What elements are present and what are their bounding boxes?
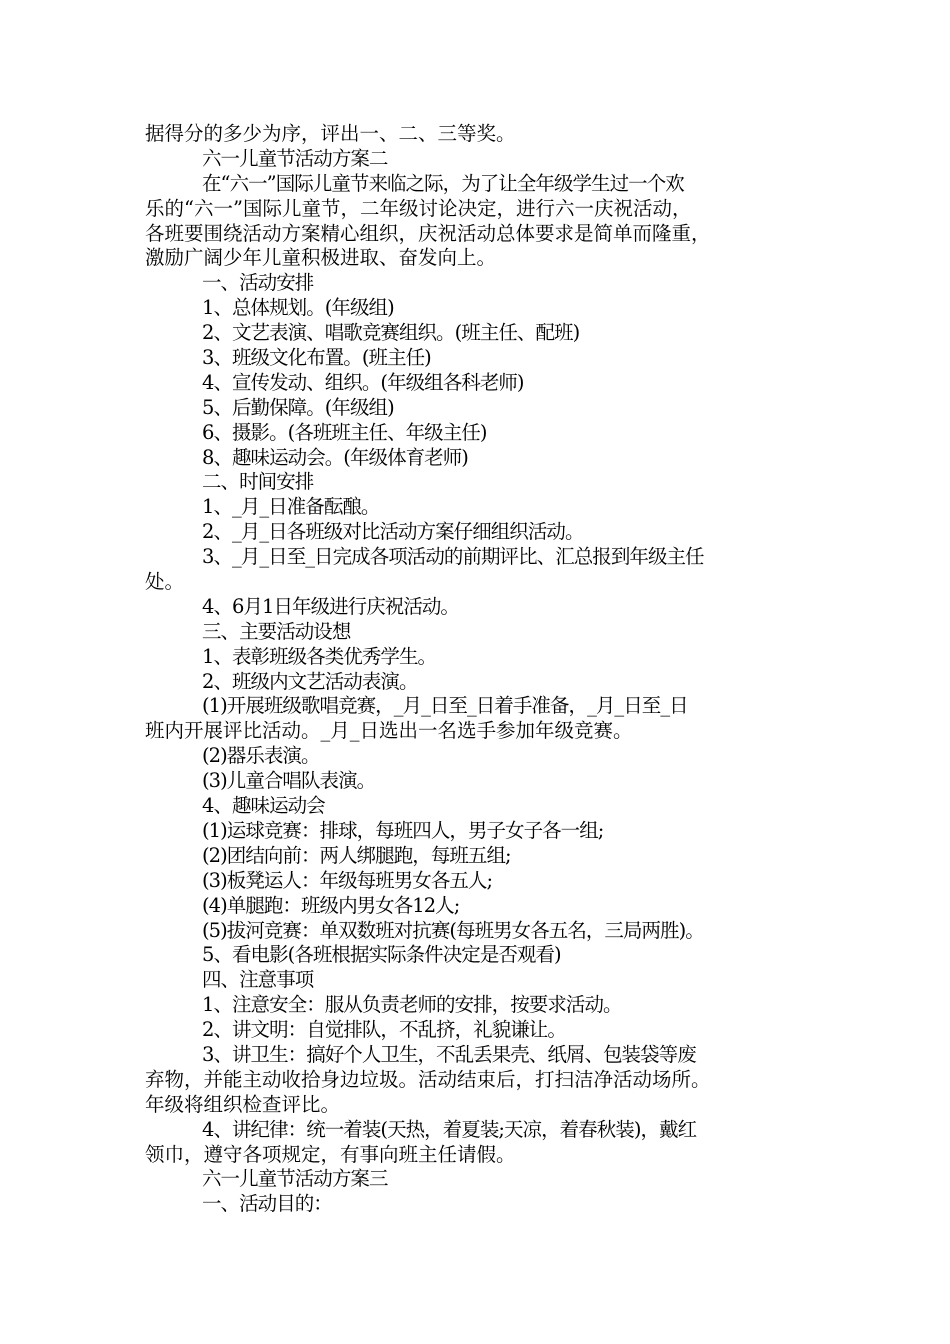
- text-line: 2、班级内文艺活动表演。: [202, 669, 418, 693]
- text-line: (3)儿童合唱队表演。: [202, 769, 376, 793]
- text-line: 4、6月1日年级进行庆祝活动。: [202, 594, 459, 618]
- text-line: 1、_月_日准备酝酿。: [202, 495, 380, 519]
- text-line: 在“六一”国际儿童节来临之际，为了让全年级学生过一个欢: [202, 171, 684, 195]
- text-line: 乐的“六一”国际儿童节，二年级讨论决定，进行六一庆祝活动，: [145, 196, 692, 220]
- text-line: 处。: [145, 570, 185, 594]
- text-line: 2、文艺表演、唱歌竞赛组织。(班主任、配班): [202, 321, 580, 345]
- text-line: 一、活动安排: [202, 271, 314, 295]
- text-line: 班内开展评比活动。_月_日选出一名选手参加年级竞赛。: [145, 719, 633, 743]
- text-line: 3、_月_日至_日完成各项活动的前期评比、汇总报到年级主任: [202, 545, 704, 569]
- text-line: 三、主要活动设想: [202, 619, 351, 643]
- text-line: (5)拔河竞赛：单双数班对抗赛(每班男女各五名，三局两胜)。: [202, 918, 704, 942]
- text-line: 3、讲卫生：搞好个人卫生，不乱丢果壳、纸屑、包装袋等废: [202, 1042, 696, 1066]
- text-line: 六一儿童节活动方案二: [202, 146, 388, 170]
- text-line: 弃物，并能主动收拾身边垃圾。活动结束后，打扫洁净活动场所。: [145, 1067, 711, 1091]
- text-line: 6、摄影。(各班班主任、年级主任): [202, 420, 487, 444]
- text-line: 二、时间安排: [202, 470, 314, 494]
- text-line: 1、总体规划。(年级组): [202, 296, 394, 320]
- text-line: 2、_月_日各班级对比活动方案仔细组织活动。: [202, 520, 584, 544]
- text-line: 3、班级文化布置。(班主任): [202, 346, 431, 370]
- text-line: 5、看电影(各班根据实际条件决定是否观看): [202, 943, 561, 967]
- text-line: (1)运球竞赛：排球，每班四人，男子女子各一组;: [202, 818, 604, 842]
- text-line: (4)单腿跑：班级内男女各12人;: [202, 893, 460, 917]
- text-line: 1、表彰班级各类优秀学生。: [202, 644, 437, 668]
- text-line: 激励广阔少年儿童积极进取、奋发向上。: [145, 246, 497, 270]
- text-line: 4、讲纪律：统一着装(天热，着夏装;天凉，着春秋装)，戴红: [202, 1117, 697, 1141]
- text-line: 4、趣味运动会: [202, 794, 325, 818]
- document-body: [145, 122, 805, 1217]
- text-line: (2)器乐表演。: [202, 744, 320, 768]
- text-line: 年级将组织检查评比。: [145, 1092, 341, 1116]
- text-line: (2)团结向前：两人绑腿跑，每班五组;: [202, 843, 511, 867]
- text-line: 1、注意安全：服从负责老师的安排，按要求活动。: [202, 993, 622, 1017]
- text-line: 2、讲文明：自觉排队，不乱挤，礼貌谦让。: [202, 1018, 566, 1042]
- text-line: (1)开展班级歌唱竞赛，_月_日至_日着手准备，_月_日至_日: [202, 694, 688, 718]
- text-line: 一、活动目的：: [202, 1192, 332, 1216]
- text-line: 各班要围绕活动方案精心组织，庆祝活动总体要求是简单而隆重，: [145, 221, 711, 245]
- text-line: 4、宣传发动、组织。(年级组各科老师): [202, 370, 524, 394]
- text-line: 六一儿童节活动方案三: [202, 1167, 388, 1191]
- text-line: 8、趣味运动会。(年级体育老师): [202, 445, 468, 469]
- text-line: 据得分的多少为序，评出一、二、三等奖。: [145, 122, 516, 145]
- text-line: 5、后勤保障。(年级组): [202, 395, 394, 419]
- text-line: 四、注意事项: [202, 968, 314, 992]
- text-line: (3)板凳运人：年级每班男女各五人;: [202, 868, 493, 892]
- text-line: 领巾，遵守各项规定，有事向班主任请假。: [145, 1142, 516, 1166]
